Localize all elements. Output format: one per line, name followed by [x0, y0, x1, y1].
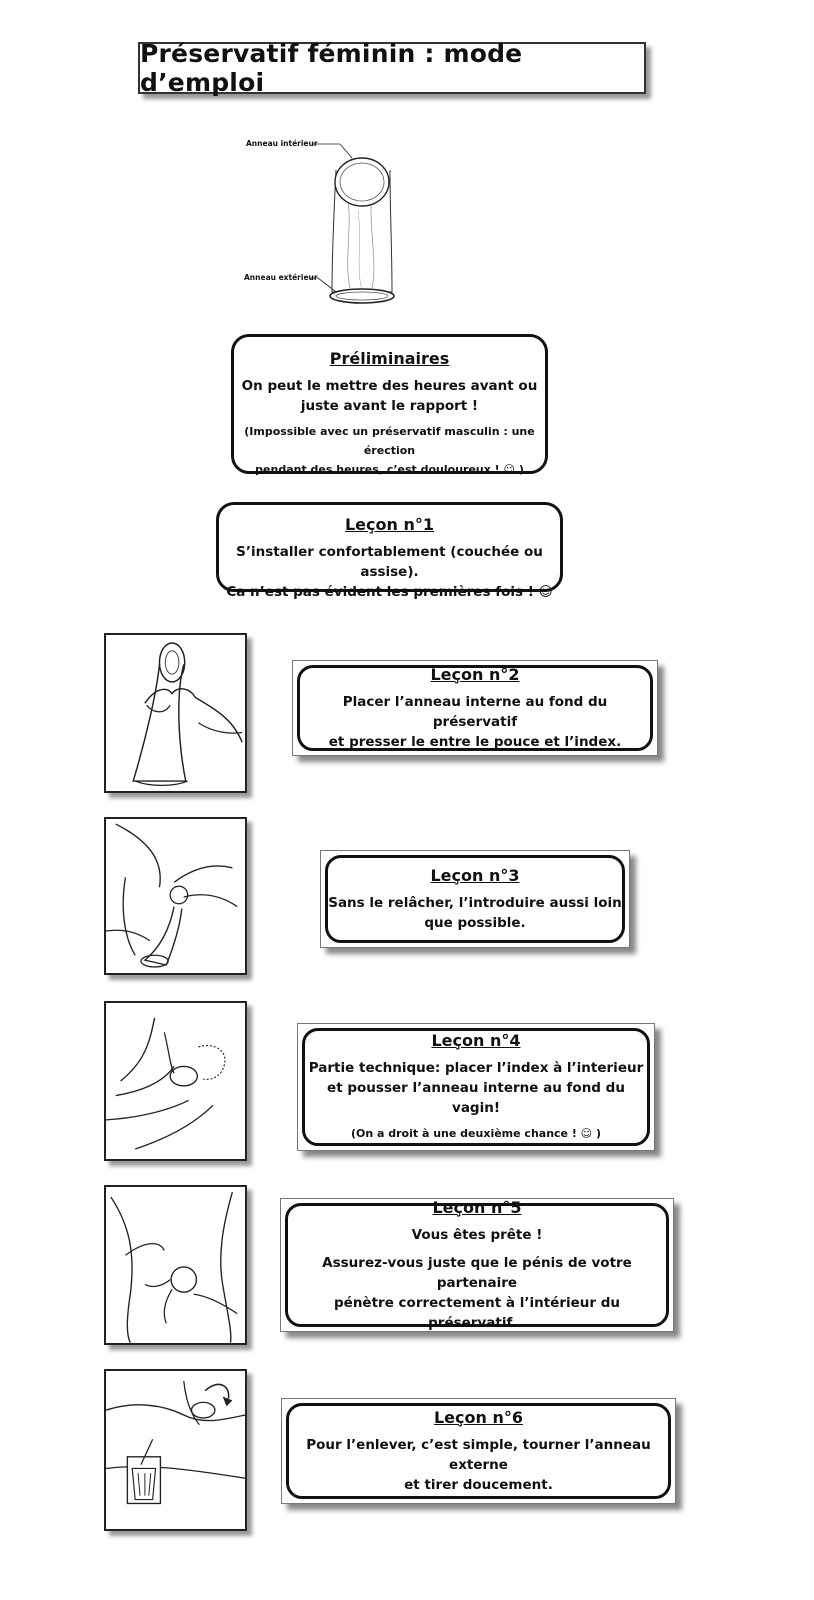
outer-ring-label: Anneau extérieur [244, 273, 318, 282]
lesson-3-box [325, 855, 625, 943]
lesson-1-line: S’installer confortablement (couchée ou assise). [236, 544, 543, 580]
remove-drawing [106, 1371, 245, 1529]
lesson-4-line: Partie technique: placer l’index à l’interieur [308, 1059, 644, 1076]
lesson-1-heading: Leçon n°1 [344, 515, 434, 534]
lesson-2-box [297, 665, 653, 751]
lesson-6-box [286, 1403, 671, 1499]
lesson-6-line: Pour l’enlever, c’est simple, tourner l’anneau externe [306, 1436, 651, 1473]
illustration-ready [104, 1185, 247, 1345]
lesson-4-box [302, 1028, 650, 1146]
preliminaires-note: pendant des heures, c’est douloureux ! ☺ ) [255, 463, 524, 476]
insertion-drawing [106, 819, 245, 973]
lesson-5-frame [280, 1198, 674, 1332]
lesson-5-intro: Vous êtes prête ! [411, 1226, 543, 1243]
lesson-1-line: Ca n’est pas évident les premières fois ! ☺ [226, 584, 553, 600]
lesson-2-heading: Leçon n°2 [430, 664, 520, 684]
page-title: Préservatif féminin : mode d’emploi [138, 42, 646, 94]
lesson-6-heading: Leçon n°6 [433, 1407, 523, 1427]
preliminaires-note: (Impossible avec un préservatif masculin : une érection [244, 425, 535, 457]
lesson-6-frame [281, 1398, 676, 1504]
condom-diagram [240, 130, 420, 315]
lesson-3-heading: Leçon n°3 [430, 865, 520, 885]
lesson-2-line: et presser le entre le pouce et l’index. [328, 733, 622, 750]
preliminaires-heading: Préliminaires [329, 349, 450, 368]
lesson-3-line: Sans le relâcher, l’introduire aussi loin [328, 894, 622, 911]
lesson-4-line: et pousser l’anneau interne au fond du vagin! [327, 1079, 625, 1116]
lesson-5-line: Assurez-vous juste que le pénis de votre partenaire [322, 1254, 632, 1291]
lesson-3-line: que possible. [424, 914, 526, 931]
lesson-6-line: et tirer doucement. [404, 1476, 553, 1493]
illustration-insert [104, 817, 247, 975]
illustration-remove [104, 1369, 247, 1531]
lesson-2-line: Placer l’anneau interne au fond du préservatif [342, 693, 608, 730]
illustration-push-ring [104, 1001, 247, 1161]
inner-ring-label: Anneau intérieur [246, 139, 318, 148]
preliminaires-box [231, 334, 548, 474]
lesson-2-frame [292, 660, 658, 756]
lesson-5-heading: Leçon n°5 [432, 1197, 522, 1217]
hand-holding-condom-drawing [106, 635, 245, 791]
ready-drawing [106, 1187, 245, 1343]
lesson-4-note: (On a droit à une deuxième chance ! ☺ ) [350, 1126, 602, 1140]
lesson-4-frame [297, 1023, 655, 1151]
condom-illustration [240, 130, 420, 315]
push-ring-drawing [106, 1003, 245, 1159]
lesson-3-frame [320, 850, 630, 948]
lesson-5-line: pénètre correctement à l’intérieur du préservatif… [334, 1294, 620, 1331]
lesson-5-box [285, 1197, 669, 1331]
illustration-hold-condom [104, 633, 247, 793]
preliminaires-line: juste avant le rapport ! [300, 398, 479, 414]
lesson-1-box [216, 502, 563, 600]
lesson-4-heading: Leçon n°4 [431, 1030, 521, 1050]
preliminaires-line: On peut le mettre des heures avant ou [241, 378, 538, 394]
